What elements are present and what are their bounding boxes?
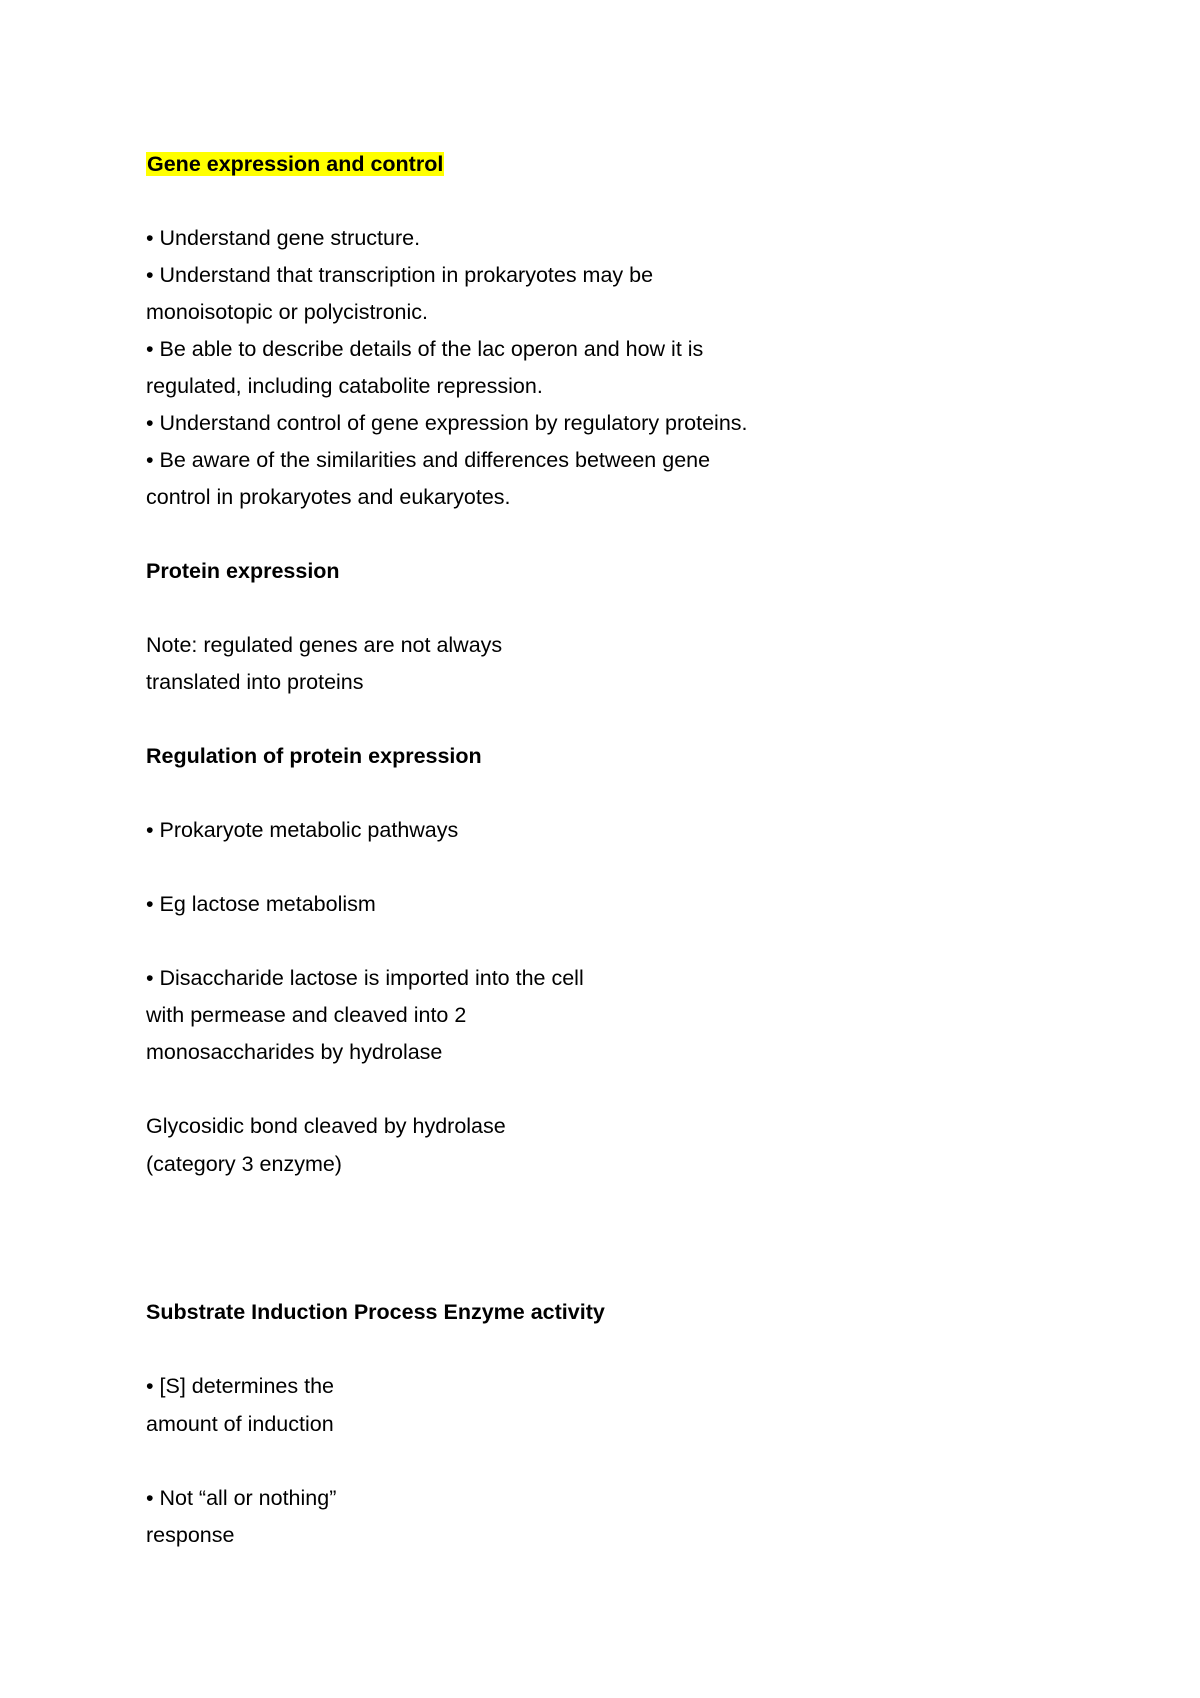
- title-highlight: Gene expression and control: [147, 152, 444, 176]
- regulation-bullet: • Eg lactose metabolism: [146, 892, 376, 916]
- objective-line: • Understand that transcription in prokaryotes may be: [146, 263, 654, 287]
- substrate-bullet: • [S] determines the: [146, 1374, 334, 1398]
- substrate-bullet-cont: amount of induction: [146, 1412, 334, 1436]
- substrate-heading: Substrate Induction Process Enzyme activity: [146, 1300, 605, 1324]
- glycosidic-line: Glycosidic bond cleaved by hydrolase: [146, 1114, 506, 1138]
- regulation-heading: Regulation of protein expression: [146, 744, 482, 768]
- regulation-bullet-cont: monosaccharides by hydrolase: [146, 1040, 443, 1064]
- regulation-bullet: • Disaccharide lactose is imported into the cell: [146, 966, 584, 990]
- objective-line: • Understand control of gene expression by regulatory proteins.: [146, 411, 748, 435]
- objective-line: control in prokaryotes and eukaryotes.: [146, 485, 511, 509]
- glycosidic-line: (category 3 enzyme): [146, 1152, 342, 1176]
- document-title: [146, 150, 444, 178]
- objective-line: regulated, including catabolite repression.: [146, 374, 543, 398]
- protein-expression-heading: Protein expression: [146, 559, 340, 583]
- protein-note-line: Note: regulated genes are not always: [146, 633, 503, 657]
- regulation-bullet: • Prokaryote metabolic pathways: [146, 818, 459, 842]
- objective-line: • Be aware of the similarities and differences between gene: [146, 448, 711, 472]
- substrate-bullet-cont: response: [146, 1523, 235, 1547]
- objective-line: • Be able to describe details of the lac operon and how it is: [146, 337, 704, 361]
- regulation-bullet-cont: with permease and cleaved into 2: [146, 1003, 467, 1027]
- objective-line: monoisotopic or polycistronic.: [146, 300, 429, 324]
- substrate-bullet: • Not “all or nothing”: [146, 1486, 337, 1510]
- objective-line: • Understand gene structure.: [146, 226, 421, 250]
- protein-note-line: translated into proteins: [146, 670, 364, 694]
